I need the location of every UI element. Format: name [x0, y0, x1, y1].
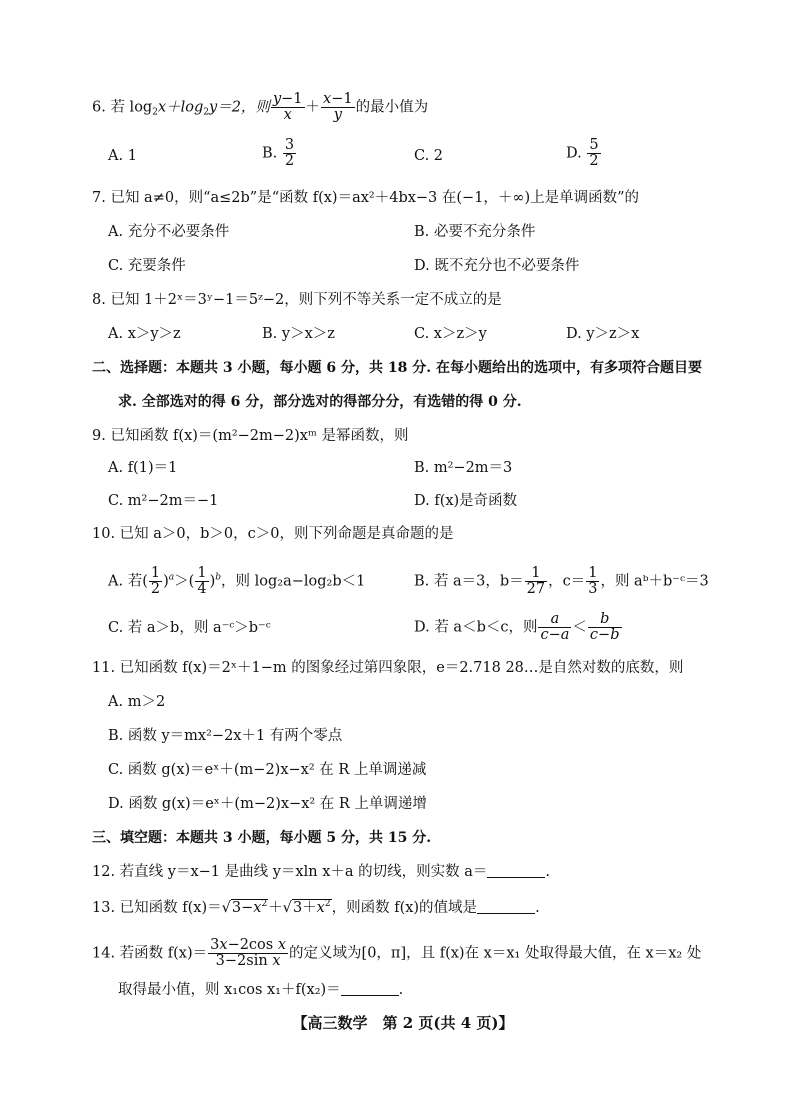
q13-text: 13. 已知函数 f(x)＝ — [92, 900, 222, 916]
q9-option-c: C. m²−2m＝−1 — [108, 493, 219, 509]
q11-option-c: C. 函数 g(x)＝eˣ＋(m−2)x−x² 在 R 上单调递减 — [108, 762, 427, 778]
question-11: 11. 已知函数 f(x)＝2ˣ＋1−m 的图象经过第四象限，e＝2.718 28…是自然对数的底数，则 — [92, 660, 684, 676]
q10-option-c: C. 若 a＞b，则 a⁻ᶜ＞b⁻ᶜ — [108, 620, 271, 636]
section-3-heading: 三、填空题：本题共 3 小题，每小题 5 分，共 15 分. — [92, 830, 432, 846]
question-7: 7. 已知 a≠0，则“a≤2b”是“函数 f(x)＝ax²＋4bx−3 在(−1，＋∞)上是单调函数”的 — [92, 190, 640, 206]
q9-option-b: B. m²−2m＝3 — [414, 460, 513, 476]
q10-option-a-end: ，则 log₂a−log₂b＜1 — [221, 573, 366, 590]
q10-option-b-end: ，则 aᵇ＋b⁻ᶜ＝3 — [600, 573, 709, 590]
q7-option-a: A. 充分不必要条件 — [108, 224, 230, 240]
q8-option-c: C. x＞z＞y — [414, 326, 487, 342]
q10-option-a: A. 若( $\frac{1}{2}$ )$^a$＞( $\frac{1}{4}$ )$^b$，则 log₂a−log₂b＜1 — [108, 565, 366, 598]
q9-option-a: A. f(1)＝1 — [108, 460, 178, 476]
q13-answer-blank[interactable] — [477, 899, 535, 914]
q10-option-a-label: A. 若 — [108, 573, 143, 590]
question-6: 6. 若 $\log_2x+\log_2y=2$，则 $\frac{y-1}{x}$ ＋ $\frac{x-1}{y}$ 的最小值为 — [92, 91, 429, 124]
q7-option-d: D. 既不充分也不必要条件 — [414, 258, 580, 274]
q11-option-b: B. 函数 y＝mx²−2x＋1 有两个零点 — [108, 728, 343, 744]
q14-text: 14. 若函数 f(x)＝ — [92, 945, 208, 962]
q11-option-d: D. 函数 g(x)＝eˣ＋(m−2)x−x² 在 R 上单调递增 — [108, 796, 427, 812]
q8-option-b: B. y＞x＞z — [262, 326, 335, 342]
question-14: 14. 若函数 f(x)＝ $\frac{\text{3x−2cos x}}{\text{3−2sin x}}$ 的定义域为[0，π]，且 f(x)在 x＝x₁ 处取得最大值，在 x＝x₂ 处 — [92, 937, 702, 970]
q6-number: 6. — [92, 99, 106, 116]
question-9: 9. 已知函数 f(x)＝(m²−2m−2)xᵐ 是幂函数，则 — [92, 428, 409, 444]
section-2-instructions: 求. 全部选对的得 6 分，部分选对的得部分分，有选错的得 0 分. — [118, 394, 522, 410]
q6-text-end: 的最小值为 — [355, 99, 429, 116]
q10-option-b-label: B. 若 a＝3，b＝ — [414, 573, 524, 590]
question-13: 13. 已知函数 $f(x)=√3-x^2+√3+x^2$，则函数 f(x)的值域是 . — [92, 899, 540, 916]
q7-option-c: C. 充要条件 — [108, 258, 186, 274]
q9-option-d: D. f(x)是奇函数 — [414, 493, 518, 509]
q6-option-a: A. 1 — [108, 148, 137, 164]
section-2-heading: 二、选择题：本题共 3 小题，每小题 6 分，共 18 分. 在每小题给出的选项中，有多项符合题目要 — [92, 360, 702, 376]
q12-answer-blank[interactable] — [487, 863, 545, 878]
q13-end: . — [535, 900, 540, 916]
q7-option-b: B. 必要不充分条件 — [414, 224, 536, 240]
q6-option-d: D. $\frac{5}{2}$ — [566, 137, 599, 170]
q6-text: 若 log — [110, 99, 153, 116]
q6-option-d-label: D. — [566, 145, 582, 162]
q8-option-d: D. y＞z＞x — [566, 326, 640, 342]
q10-option-d: D. 若 a＜b＜c，则 $\frac{a}{c-a}$ ＜ $\frac{b}{c-b}$ — [414, 611, 620, 644]
page-footer: 【高三数学 第 2 页(共 4 页)】 — [292, 1014, 514, 1032]
q10-option-d-label: D. 若 a＜b＜c，则 — [414, 619, 538, 636]
q14-end: . — [398, 982, 404, 998]
q12-end: . — [545, 864, 550, 880]
question-10: 10. 已知 a＞0，b＞0，c＞0，则下列命题是真命题的是 — [92, 526, 454, 542]
q8-option-a: A. x＞y＞z — [108, 326, 181, 342]
q6-option-c: C. 2 — [414, 148, 444, 164]
question-12 — [92, 862, 550, 882]
q11-option-a: A. m＞2 — [108, 694, 166, 710]
q10-option-b-mid: ，c＝ — [548, 573, 586, 590]
question-8: 8. 已知 1＋2ˣ＝3ʸ−1＝5ᶻ−2，则下列不等关系一定不成立的是 — [92, 292, 502, 308]
q6-text-mid: x＋log — [157, 99, 204, 116]
q6-option-b-label: B. — [262, 145, 278, 162]
q14-line2-text: 取得最小值，则 x₁cos x₁＋f(x₂)＝ — [118, 982, 341, 998]
q14-answer-blank[interactable] — [341, 981, 399, 996]
q6-frac1: $\frac{y-1}{x}$ — [272, 91, 303, 124]
q6-option-b: B. $\frac{3}{2}$ — [262, 137, 295, 170]
q12-text: 12. 若直线 y＝x−1 是曲线 y＝xln x＋a 的切线，则实数 a＝ — [92, 864, 488, 880]
q14-text-end: 的定义域为[0，π]，且 f(x)在 x＝x₁ 处取得最大值，在 x＝x₂ 处 — [289, 945, 702, 962]
q10-option-b: B. 若 a＝3，b＝ $\frac{1}{27}$ ，c＝ $\frac{1}{3}$ ，则 aᵇ＋b⁻ᶜ＝3 — [414, 565, 709, 598]
q6-frac2: $\frac{x-1}{y}$ — [323, 91, 353, 124]
q13-mid: ，则函数 f(x)的值域是 — [331, 900, 478, 916]
question-14-line-2 — [118, 980, 403, 1000]
q6-text-mid2: y＝2，则 — [209, 99, 270, 116]
